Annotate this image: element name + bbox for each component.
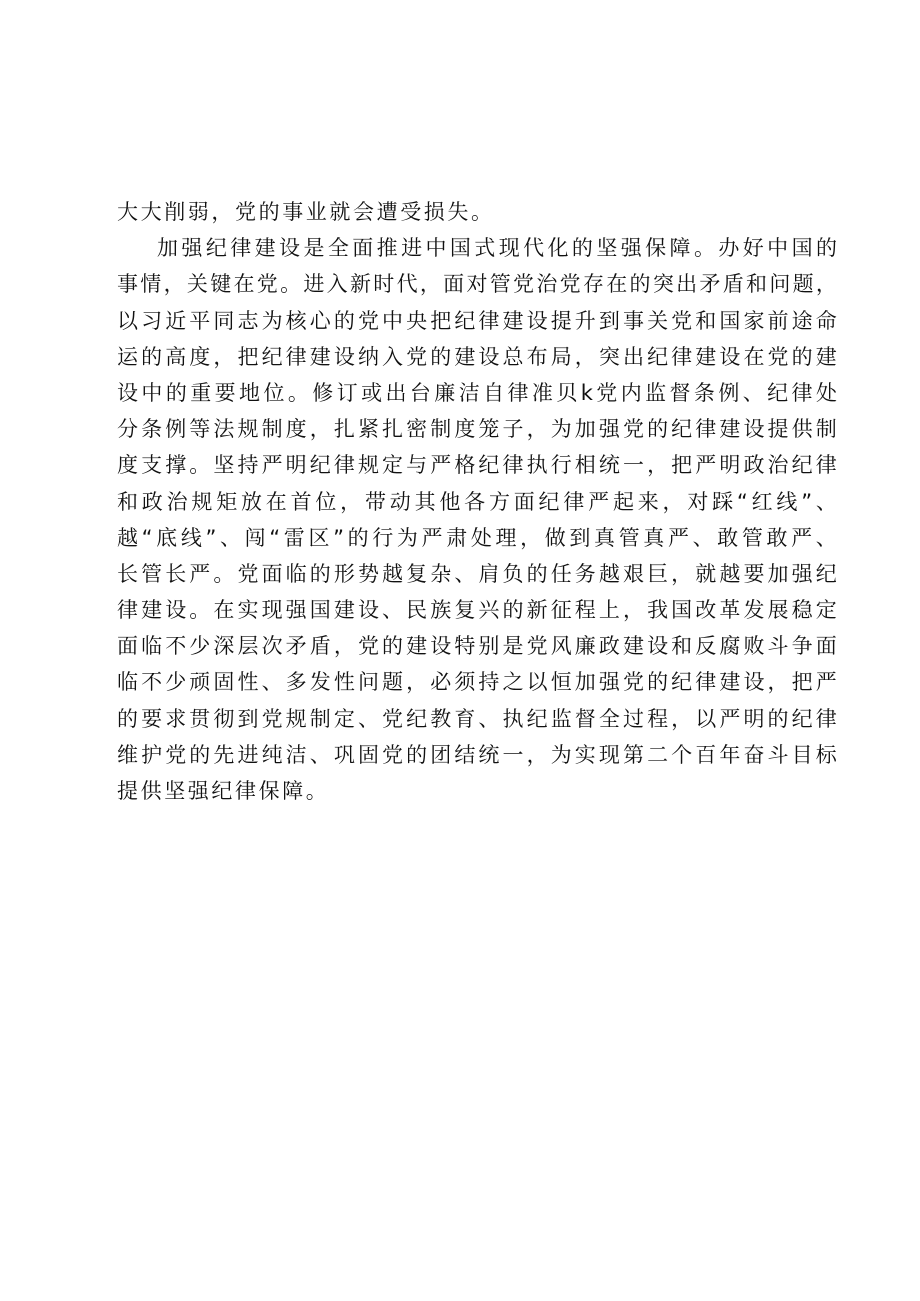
text-line: 长 管 长 严 。 党 面 临 的 形 势 越 复 杂 、 肩 负 的 任 务 越 艰 巨 ， 就 越 要 加 强 纪 bbox=[117, 561, 837, 586]
text-line: 分 条 例 等 法 规 制 度 ， 扎 紧 扎 密 制 度 笼 子 ， 为 加 强 党 的 纪 律 建 设 提 供 制 bbox=[117, 417, 837, 442]
text-line: 面 临 不 少 深 层 次 矛 盾 ， 党 的 建 设 特 别 是 党 风 廉 政 建 设 和 反 腐 败 斗 争 面 bbox=[117, 634, 837, 659]
text-line: 大大削弱，党的事业就会遭受损失。 bbox=[117, 200, 495, 224]
text-line: 设 中 的 重 要 地 位 。 修 订 或 出 台 廉 洁 自 律 准 贝 k 党 内 监 督 条 例 、 纪 律 处 bbox=[117, 380, 837, 405]
text-line: 维 护 党 的 先 进 纯 洁 、 巩 固 党 的 团 结 统 一 ， 为 实 现 第 二 个 百 年 奋 斗 目 标 bbox=[117, 742, 837, 767]
body-text bbox=[117, 194, 837, 809]
text-line: 的 要 求 贯 彻 到 党 规 制 定 、 党 纪 教 育 、 执 纪 监 督 全 过 程 ， 以 严 明 的 纪 律 bbox=[117, 706, 837, 731]
text-line: 临 不 少 顽 固 性 、 多 发 性 问 题 ， 必 须 持 之 以 恒 加 强 党 的 纪 律 建 设 ， 把 严 bbox=[117, 670, 837, 695]
text-line: 律 建 设 。 在 实 现 强 国 建 设 、 民 族 复 兴 的 新 征 程 上 ， 我 国 改 革 发 展 稳 定 bbox=[117, 598, 837, 623]
text-line: 加 强 纪 律 建 设 是 全 面 推 进 中 国 式 现 代 化 的 坚 强 保 障 。 办 好 中 国 的 bbox=[157, 236, 837, 261]
text-line: 事 情 ， 关 键 在 党 。 进 入 新 时 代 ， 面 对 管 党 治 党 存 在 的 突 出 矛 盾 和 问 题 ， bbox=[117, 272, 837, 297]
text-line: 以 习 近 平 同 志 为 核 心 的 党 中 央 把 纪 律 建 设 提 升 到 事 关 党 和 国 家 前 途 命 bbox=[117, 308, 837, 333]
text-line: 提供坚强纪律保障。 bbox=[117, 779, 330, 803]
text-line: 度 支 撑 。 坚 持 严 明 纪 律 规 定 与 严 格 纪 律 执 行 相 统 一 ， 把 严 明 政 治 纪 律 bbox=[117, 453, 837, 478]
text-line: 越 “ 底 线 ” 、 闯 “ 雷 区 ” 的 行 为 严 肃 处 理 ， 做 到 真 管 真 严 、 敢 管 敢 严 、 bbox=[117, 525, 837, 550]
text-line: 和 政 治 规 矩 放 在 首 位 ， 带 动 其 他 各 方 面 纪 律 严 起 来 ， 对 踩 “ 红 线 ” 、 bbox=[117, 489, 837, 514]
text-line: 运 的 高 度 ， 把 纪 律 建 设 纳 入 党 的 建 设 总 布 局 ， 突 出 纪 律 建 设 在 党 的 建 bbox=[117, 344, 837, 369]
